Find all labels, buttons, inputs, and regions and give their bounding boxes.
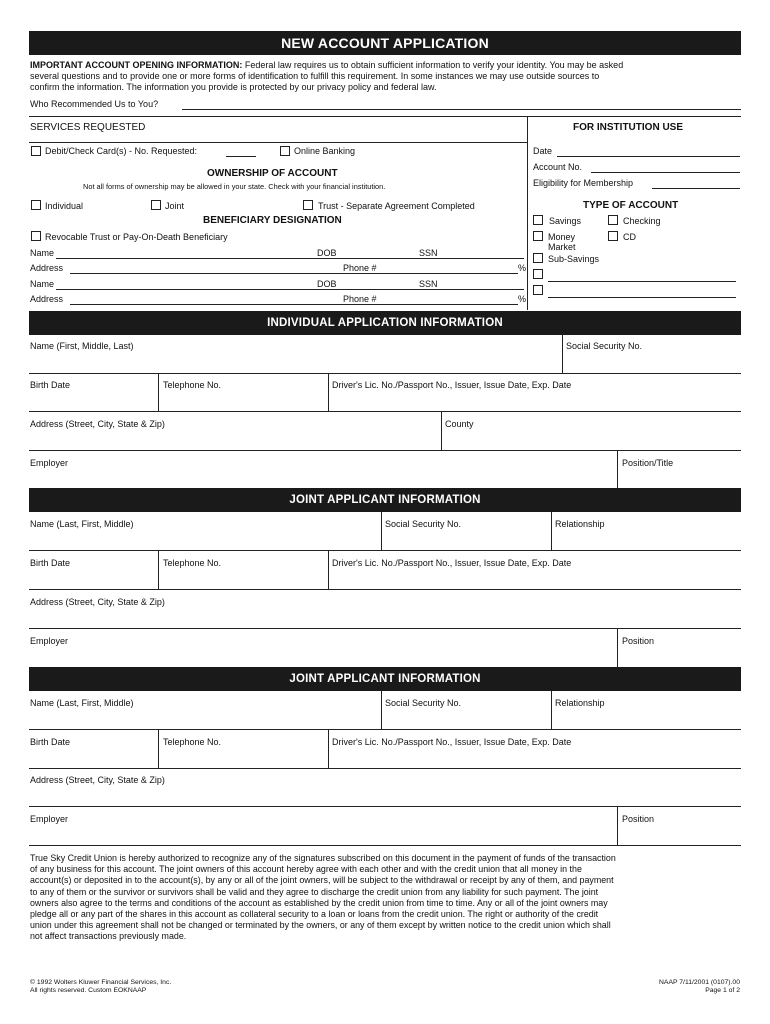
cd-label: CD	[623, 232, 636, 242]
joint-2-address-label: Address (Street, City, State & Zip)	[30, 775, 165, 785]
services-heading: SERVICES REQUESTED	[30, 122, 146, 133]
ind-birth-label: Birth Date	[30, 380, 71, 390]
recommended-field[interactable]	[182, 109, 741, 110]
other-account-checkbox-2[interactable]	[533, 285, 543, 295]
inst-account-label: Account No.	[533, 162, 583, 172]
agreement-line: True Sky Credit Union is hereby authorized to recognize any of the signatures subscribed on this document in the payment of funds of the transaction	[30, 853, 616, 863]
joint-2-birth-label: Birth Date	[30, 737, 71, 747]
beneficiary-1-dob-label: DOB	[317, 248, 337, 258]
joint-1-ssn-label: Social Security No.	[385, 519, 462, 529]
ind-phone-label: Telephone No.	[163, 380, 222, 390]
beneficiary-2-address-label: Address	[30, 294, 64, 304]
money-market-label-2: Market	[548, 242, 576, 252]
intro-paragraph	[30, 60, 742, 94]
individual-section-heading: INDIVIDUAL APPLICATION INFORMATION	[29, 311, 741, 335]
beneficiary-2-name-field[interactable]	[56, 289, 524, 290]
joint-2-license-label: Driver's Lic. No./Passport No., Issuer, Issue Date, Exp. Date	[332, 737, 572, 747]
sub-savings-checkbox[interactable]	[533, 253, 543, 263]
beneficiary-2-ssn-label: SSN	[419, 279, 438, 289]
joint-1-name-label: Name (Last, First, Middle)	[30, 519, 134, 529]
joint-2-relationship-label: Relationship	[555, 698, 605, 708]
revocable-trust-label: Revocable Trust or Pay-On-Death Beneficiary	[45, 232, 228, 242]
agreement-line: of any business for this account. The joint owners of this account hereby agree with each other and with the credit union that all money in the	[30, 864, 582, 875]
checking-label: Checking	[623, 216, 661, 226]
cd-checkbox[interactable]	[608, 231, 618, 241]
checking-checkbox[interactable]	[608, 215, 618, 225]
inst-date-label: Date	[533, 146, 553, 156]
ind-license-label: Driver's Lic. No./Passport No., Issuer, Issue Date, Exp. Date	[332, 380, 572, 390]
other-account-checkbox-1[interactable]	[533, 269, 543, 279]
joint-2-position-label: Position	[622, 814, 655, 824]
joint-1-birth-label: Birth Date	[30, 558, 71, 568]
joint-2-name-label: Name (Last, First, Middle)	[30, 698, 134, 708]
joint-label: Joint	[165, 201, 185, 211]
page-title: NEW ACCOUNT APPLICATION	[29, 31, 741, 55]
beneficiary-1-percent-label: %	[518, 263, 527, 273]
online-banking-label: Online Banking	[294, 146, 356, 156]
beneficiary-1-name-field[interactable]	[56, 258, 524, 259]
recommended-label: Who Recommended Us to You?	[30, 99, 159, 109]
agreement-line: pledge all or any part of the shares in this account as collateral security to a loan or loans from the credit union. The right or authority of the credit	[30, 909, 599, 920]
ind-employer-label: Employer	[30, 458, 69, 468]
type-of-account-heading: TYPE OF ACCOUNT	[583, 200, 679, 211]
ownership-heading: OWNERSHIP OF ACCOUNT	[207, 168, 338, 179]
joint-1-employer-label: Employer	[30, 636, 69, 646]
agreement-line: account(s) or deposited in to the account(s), by any or all of the joint owners, will be subject to the withdrawal or receipt by any of them, and payment	[30, 875, 614, 886]
institution-heading: FOR INSTITUTION USE	[573, 122, 683, 133]
other-account-field-1[interactable]	[548, 281, 736, 282]
ind-county-label: County	[445, 419, 474, 429]
beneficiary-1-phone-label: Phone #	[343, 263, 377, 273]
debit-card-count-field[interactable]	[226, 156, 256, 157]
inst-date-field[interactable]	[557, 156, 740, 157]
agreement-line: union under this agreement shall not be changed or terminated by the owners, or any of them except by written notice to the credit union which shall	[30, 920, 611, 931]
online-banking-checkbox[interactable]	[280, 146, 290, 156]
individual-label: Individual	[45, 201, 84, 211]
joint-checkbox[interactable]	[151, 200, 161, 210]
beneficiary-1-ssn-label: SSN	[419, 248, 438, 258]
beneficiary-2-percent-label: %	[518, 294, 527, 304]
beneficiary-1-name-label: Name	[30, 248, 55, 258]
trust-checkbox[interactable]	[303, 200, 313, 210]
sub-savings-label: Sub-Savings	[548, 254, 600, 264]
debit-card-label: Debit/Check Card(s) - No. Requested:	[45, 146, 198, 156]
individual-checkbox[interactable]	[31, 200, 41, 210]
money-market-checkbox[interactable]	[533, 231, 543, 241]
trust-label: Trust - Separate Agreement Completed	[318, 201, 475, 211]
joint-1-relationship-label: Relationship	[555, 519, 605, 529]
other-account-field-2[interactable]	[548, 297, 736, 298]
joint-2-employer-label: Employer	[30, 814, 69, 824]
agreement-line: to any of them or the survivor or survivors shall be valid and they agree to discharge the credit union from any liability for such payment. The joint	[30, 886, 599, 897]
revocable-trust-checkbox[interactable]	[31, 231, 41, 241]
agreement-line: owners also agree to the terms and conditions of the account as established by the credit union from time to time. Any or all of the joint owners may	[30, 897, 608, 908]
footer-copyright: © 1992 Wolters Kluwer Financial Services, Inc.	[30, 979, 172, 986]
joint-1-license-label: Driver's Lic. No./Passport No., Issuer, Issue Date, Exp. Date	[332, 558, 572, 568]
intro-line2: several questions and to provide one or more forms of identification to fulfill this requirement. In some instances we may use outside sources to	[30, 71, 600, 82]
money-market-label-1: Money	[548, 232, 576, 242]
inst-eligibility-field[interactable]	[652, 188, 740, 189]
inst-account-field[interactable]	[591, 172, 740, 173]
joint-2-phone-label: Telephone No.	[163, 737, 222, 747]
debit-card-checkbox[interactable]	[31, 146, 41, 156]
ind-address-label: Address (Street, City, State & Zip)	[30, 419, 165, 429]
beneficiary-heading: BENEFICIARY DESIGNATION	[203, 215, 342, 226]
intro-line3: confirm the information. The information you provide is protected by our privacy policy and federal law.	[30, 82, 437, 93]
beneficiary-1-address-label: Address	[30, 263, 64, 273]
beneficiary-2-name-label: Name	[30, 279, 55, 289]
ind-name-label: Name (First, Middle, Last)	[30, 341, 134, 351]
footer-page-number: Page 1 of 2	[705, 987, 740, 994]
intro-bold: IMPORTANT ACCOUNT OPENING INFORMATION:	[30, 60, 243, 70]
footer-rights: All rights reserved. Custom EOKNAAP	[30, 987, 147, 994]
joint-2-ssn-label: Social Security No.	[385, 698, 462, 708]
footer-form-code: NAAP 7/11/2001 (0107).00	[659, 979, 740, 986]
beneficiary-2-dob-label: DOB	[317, 279, 337, 289]
beneficiary-2-address-field[interactable]	[70, 304, 518, 305]
savings-checkbox[interactable]	[533, 215, 543, 225]
inst-eligibility-label: Eligibility for Membership	[533, 178, 634, 188]
agreement-paragraph	[30, 853, 742, 943]
agreement-line: not affect transactions previously made.	[30, 931, 187, 942]
ind-position-label: Position/Title	[622, 458, 674, 468]
ownership-note: Not all forms of ownership may be allowed in your state. Check with your financial institution.	[83, 182, 386, 191]
joint-2-section-heading: JOINT APPLICANT INFORMATION	[29, 667, 741, 691]
joint-1-address-label: Address (Street, City, State & Zip)	[30, 597, 165, 607]
joint-1-position-label: Position	[622, 636, 655, 646]
joint-1-section-heading: JOINT APPLICANT INFORMATION	[29, 488, 741, 512]
beneficiary-1-address-field[interactable]	[70, 273, 518, 274]
ind-ssn-label: Social Security No.	[566, 341, 643, 351]
intro-line1: Federal law requires us to obtain sufficient information to verify your identity. You may be asked	[242, 60, 624, 70]
beneficiary-2-phone-label: Phone #	[343, 294, 377, 304]
savings-label: Savings	[549, 216, 582, 226]
joint-1-phone-label: Telephone No.	[163, 558, 222, 568]
